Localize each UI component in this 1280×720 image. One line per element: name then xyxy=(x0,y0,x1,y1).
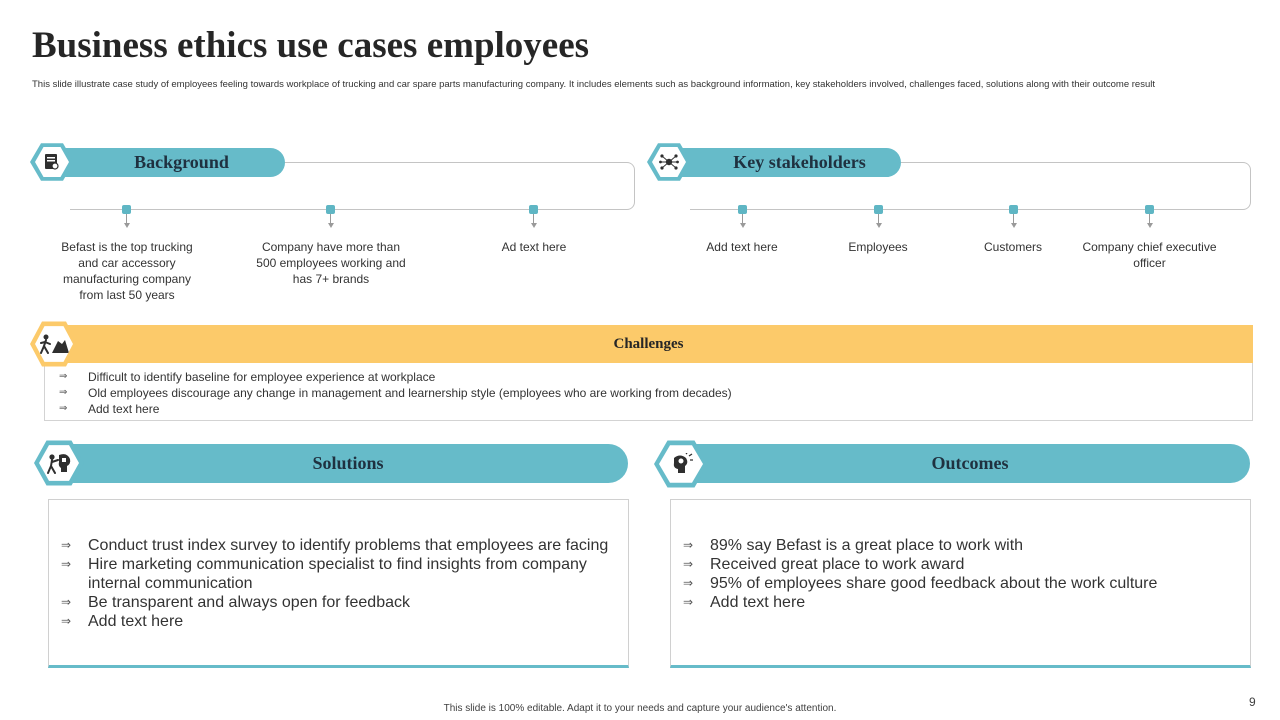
background-dot-1 xyxy=(122,205,131,214)
arrow-bullet-icon: ⇒ xyxy=(683,576,694,590)
page-subtitle: This slide illustrate case study of employees feeling towards workplace of trucking and car spare parts manufacturing company. It includes elements such as background information, key stakeholders involved, challenges faced, solutions along with their outcome result xyxy=(32,79,1155,90)
idea-head-icon xyxy=(669,453,693,475)
stakeholders-arrow-3 xyxy=(1011,223,1017,228)
list-item xyxy=(683,574,1250,593)
arrow-bullet-icon: ⇒ xyxy=(59,403,68,414)
solution-text-2: Hire marketing communication specialist to find insights from company internal communication xyxy=(88,556,587,592)
list-item xyxy=(61,612,628,631)
arrow-bullet-icon: ⇒ xyxy=(683,595,694,609)
list-item xyxy=(683,593,1250,612)
stakeholders-item-4: Company chief executive officer xyxy=(1082,240,1217,270)
background-arrow-1 xyxy=(124,223,130,228)
stakeholders-header xyxy=(676,148,901,177)
background-item-2: Company have more than 500 employees working and has 7+ brands xyxy=(256,240,406,286)
outcome-text-4: Add text here xyxy=(710,594,806,611)
challenges-header xyxy=(44,325,1253,363)
solution-text-1: Conduct trust index survey to identify problems that employees are facing xyxy=(88,537,609,554)
arrow-bullet-icon: ⇒ xyxy=(61,595,72,609)
arrow-bullet-icon: ⇒ xyxy=(59,371,68,382)
list-item xyxy=(61,555,628,593)
outcomes-heading: Outcomes xyxy=(931,453,1009,473)
list-item xyxy=(61,536,628,555)
background-arrow-2 xyxy=(328,223,334,228)
arrow-bullet-icon: ⇒ xyxy=(683,557,694,571)
stakeholders-dot-3 xyxy=(1009,205,1018,214)
stakeholders-frame xyxy=(900,162,1251,210)
stakeholders-heading: Key stakeholders xyxy=(733,152,866,172)
page-title: Business ethics use cases employees xyxy=(32,25,590,66)
puzzle-head-icon xyxy=(46,452,72,474)
network-hub-icon xyxy=(659,153,679,171)
stakeholders-item-3: Customers xyxy=(983,240,1042,254)
stakeholders-arrow-1 xyxy=(740,223,746,228)
outcomes-header xyxy=(690,444,1250,483)
challenge-text-1: Difficult to identify baseline for employee experience at workplace xyxy=(88,370,436,384)
list-item xyxy=(59,385,1252,401)
background-item-1: Befast is the top trucking and car accessory manufacturing company from last 50 years xyxy=(61,240,193,302)
solution-text-4: Add text here xyxy=(88,613,184,630)
stakeholders-dot-4 xyxy=(1145,205,1154,214)
outcome-text-1: 89% say Befast is a great place to work with xyxy=(710,537,1024,554)
climbing-obstacle-icon xyxy=(38,334,70,354)
list-item xyxy=(59,369,1252,385)
stakeholders-arrow-4 xyxy=(1147,223,1153,228)
background-header xyxy=(58,148,285,177)
background-dot-2 xyxy=(326,205,335,214)
stakeholders-item-1: Add text here xyxy=(706,240,778,254)
page-number: 9 xyxy=(1249,695,1256,709)
arrow-bullet-icon: ⇒ xyxy=(61,557,72,571)
list-item xyxy=(683,555,1250,574)
background-frame xyxy=(300,162,635,210)
challenges-list xyxy=(44,363,1253,421)
stakeholders-arrow-2 xyxy=(876,223,882,228)
outcomes-panel xyxy=(670,499,1251,668)
list-item xyxy=(61,593,628,612)
document-certificate-icon xyxy=(44,153,60,171)
solutions-header xyxy=(68,444,628,483)
arrow-bullet-icon: ⇒ xyxy=(59,387,68,398)
background-heading: Background xyxy=(134,152,229,172)
arrow-bullet-icon: ⇒ xyxy=(61,538,72,552)
background-dot-3 xyxy=(529,205,538,214)
background-arrow-3 xyxy=(531,223,537,228)
solutions-panel xyxy=(48,499,629,668)
outcome-text-3: 95% of employees share good feedback about the work culture xyxy=(710,575,1158,592)
list-item xyxy=(683,536,1250,555)
solutions-heading: Solutions xyxy=(312,453,384,473)
stakeholders-item-2: Employees xyxy=(848,240,908,254)
footer-note: This slide is 100% editable. Adapt it to your needs and capture your audience's attention. xyxy=(443,703,837,714)
stakeholders-dot-1 xyxy=(738,205,747,214)
outcome-text-2: Received great place to work award xyxy=(710,556,965,573)
challenge-text-3: Add text here xyxy=(88,402,160,416)
challenge-text-2: Old employees discourage any change in management and learnership style (employees who are working from decades) xyxy=(88,386,732,400)
arrow-bullet-icon: ⇒ xyxy=(61,614,72,628)
arrow-bullet-icon: ⇒ xyxy=(683,538,694,552)
challenges-heading: Challenges xyxy=(613,335,684,352)
background-item-3: Ad text here xyxy=(501,240,567,254)
stakeholders-dot-2 xyxy=(874,205,883,214)
solution-text-3: Be transparent and always open for feedback xyxy=(88,594,410,611)
list-item xyxy=(59,401,1252,417)
